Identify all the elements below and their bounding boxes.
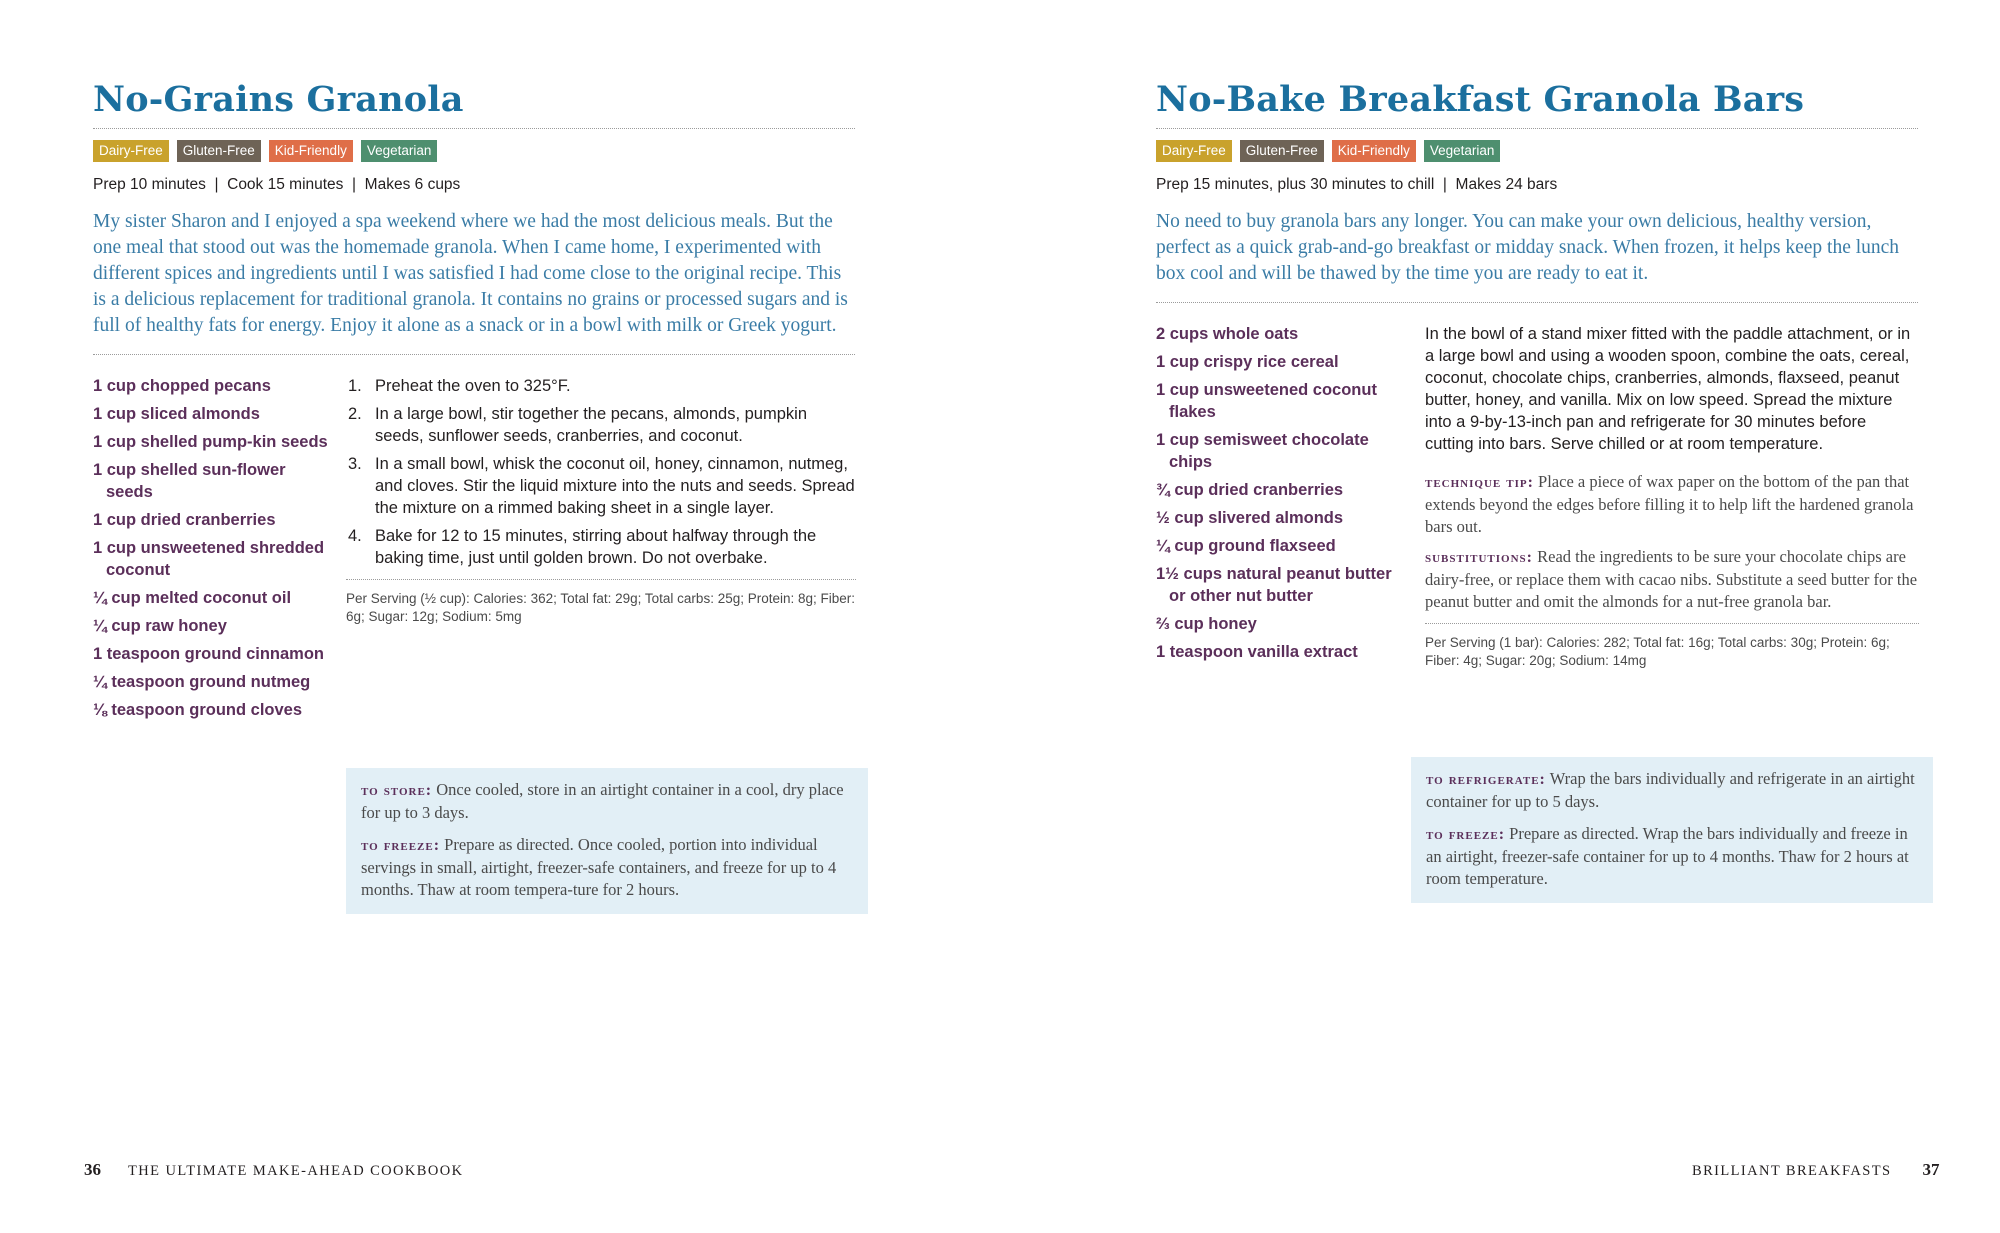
ingredient-list [93, 375, 333, 727]
ingredient-list [1156, 323, 1406, 669]
step-item [346, 403, 856, 447]
tag-vegetarian: Vegetarian [361, 140, 438, 162]
ingredient-item: ¼ cup melted coconut oil [93, 589, 292, 607]
substitutions-tip [1425, 546, 1919, 613]
recipe-title: No-Grains Granola [93, 79, 464, 120]
diet-tags [93, 140, 855, 162]
storage-freeze [1426, 823, 1918, 890]
right-page [1000, 0, 2000, 1233]
tag-gluten-free: Gluten-Free [1240, 140, 1324, 162]
storage-refrigerate [1426, 768, 1918, 813]
step-number: 2. [348, 405, 362, 423]
ingredient-item: 1 cup dried cranberries [93, 511, 276, 529]
step-item [346, 375, 856, 397]
storage-text: Prepare as directed. Once cooled, portion into individual servings in small, airtight, freezer-safe containers, and freeze for up to 4 months. Thaw at room tempera-ture for 2 hours. [361, 835, 837, 899]
title-divider [93, 128, 855, 129]
tag-kid-friendly: Kid-Friendly [1332, 140, 1416, 162]
book-title: THE ULTIMATE MAKE-AHEAD COOKBOOK [128, 1163, 464, 1179]
recipe-title: No-Bake Breakfast Granola Bars [1156, 79, 1805, 120]
recipe-granola-bars [1156, 76, 1918, 668]
recipe-intro: No need to buy granola bars any longer. You can make your own delicious, healthy version, perfect as a quick grab-and-go breakfast or midday snack. When frozen, it helps keep the lunch box cool and will be thawed by the time you are ready to eat it. [1156, 211, 1900, 284]
storage-label: to freeze: [361, 837, 441, 854]
step-number: 1. [348, 377, 362, 395]
ingredient-item: ⅔ cup honey [1156, 615, 1257, 633]
section-title: BRILLIANT BREAKFASTS [1692, 1163, 1892, 1179]
recipe-no-grains-granola [93, 76, 856, 719]
storage-label: to refrigerate: [1426, 771, 1546, 788]
ingredient-item: 1 cup crispy rice cereal [1156, 353, 1339, 371]
storage-box [1411, 757, 1933, 903]
storage-store [361, 779, 853, 824]
ingredient-item: 1 cup shelled sun-flower seeds [93, 461, 286, 501]
storage-label: to freeze: [1426, 826, 1506, 843]
footer-right [1692, 1160, 1940, 1180]
step-text: In a small bowl, whisk the coconut oil, honey, cinnamon, nutmeg, and cloves. Stir the liquid mixture into the nuts and seeds. Spread the mixture on a rimmed baking sheet in a single layer. [375, 455, 855, 517]
intro-divider [93, 354, 855, 355]
ingredient-item: 1 cup chopped pecans [93, 377, 271, 395]
ingredient-item: ¾ cup dried cranberries [1156, 481, 1344, 499]
recipe-meta: Prep 10 minutes | Cook 15 minutes | Makes 6 cups [93, 176, 461, 193]
page-number: 36 [84, 1160, 101, 1179]
directions-text: In the bowl of a stand mixer fitted with the paddle attachment, or in a large bowl and using a wooden spoon, combine the oats, cereal, coconut, chocolate chips, cranberries, almonds, flaxseed, peanut butter, honey, and vanilla. Mix on low speed. Spread the mixture into a 9-by-13-inch pan and refrigerate for 30 minutes before cutting into bars. Serve chilled or at room temperature. [1425, 325, 1911, 453]
title-divider [1156, 128, 1918, 129]
tip-label: substitutions: [1425, 549, 1533, 566]
tag-dairy-free: Dairy-Free [1156, 140, 1232, 162]
step-text: Preheat the oven to 325°F. [375, 377, 571, 395]
tag-dairy-free: Dairy-Free [93, 140, 169, 162]
page-number: 37 [1922, 1160, 1940, 1179]
tag-vegetarian: Vegetarian [1424, 140, 1501, 162]
ingredient-item: 1 teaspoon vanilla extract [1156, 643, 1358, 661]
storage-freeze [361, 834, 853, 901]
step-text: In a large bowl, stir together the pecans, almonds, pumpkin seeds, sunflower seeds, cranberries, and coconut. [375, 405, 807, 445]
footer-left [84, 1160, 463, 1180]
ingredient-item: 1 cup unsweetened coconut flakes [1156, 381, 1377, 421]
technique-tip [1425, 471, 1919, 538]
ingredient-item: 2 cups whole oats [1156, 325, 1299, 343]
tag-kid-friendly: Kid-Friendly [269, 140, 353, 162]
ingredient-item: 1 cup shelled pump-kin seeds [93, 433, 328, 451]
storage-text: Wrap the bars individually and refrigerate in an airtight container for up to 5 days. [1426, 769, 1915, 811]
ingredient-item: ¼ cup raw honey [93, 617, 227, 635]
diet-tags [1156, 140, 1918, 162]
step-item [346, 453, 856, 519]
step-list [346, 375, 856, 569]
ingredient-item: ⅛ teaspoon ground cloves [93, 701, 303, 719]
tip-text: Read the ingredients to be sure your chocolate chips are dairy-free, or replace them with cacao nibs. Substitute a seed butter for the peanut butter and omit the almonds for a nut-free granola bar. [1425, 547, 1918, 611]
storage-label: to store: [361, 782, 433, 799]
recipe-intro: My sister Sharon and I enjoyed a spa weekend where we had the most delicious meals. But the one meal that stood out was the homemade granola. When I came home, I experimented with different spices and ingredients until I was satisfied I had come close to the original recipe. This is a delicious replacement for traditional granola. It contains no grains or processed sugars and is full of healthy fats for energy. Enjoy it alone as a snack or in a bowl with milk or Greek yogurt. [93, 211, 848, 336]
ingredient-item: 1 cup semisweet chocolate chips [1156, 431, 1369, 471]
ingredient-item: ½ cup slivered almonds [1156, 509, 1344, 527]
storage-text: Prepare as directed. Wrap the bars individually and freeze in an airtight, freezer-safe container for up to 4 months. Thaw for 2 hours at room temperature. [1426, 824, 1909, 888]
storage-text: Once cooled, store in an airtight container in a cool, dry place for up to 3 days. [361, 780, 844, 822]
recipe-meta: Prep 15 minutes, plus 30 minutes to chill | Makes 24 bars [1156, 176, 1558, 193]
storage-box [346, 768, 868, 914]
ingredient-item: 1 cup unsweetened shredded coconut [93, 539, 325, 579]
step-number: 4. [348, 527, 362, 545]
nutrition-divider [346, 579, 856, 580]
nutrition-info: Per Serving (1 bar): Calories: 282; Total fat: 16g; Total carbs: 30g; Protein: 6g; Fiber: 4g; Sugar: 20g; Sodium: 14mg [1425, 635, 1890, 668]
directions [1425, 323, 1919, 670]
tag-gluten-free: Gluten-Free [177, 140, 261, 162]
step-number: 3. [348, 455, 362, 473]
nutrition-divider [1425, 623, 1919, 624]
tip-label: technique tip: [1425, 474, 1534, 491]
nutrition-info: Per Serving (½ cup): Calories: 362; Total fat: 29g; Total carbs: 25g; Protein: 8g; Fiber: 6g; Sugar: 12g; Sodium: 5mg [346, 591, 856, 624]
ingredient-item: 1½ cups natural peanut butter or other nut butter [1156, 565, 1392, 605]
directions [346, 375, 856, 626]
ingredient-item: ¼ cup ground flaxseed [1156, 537, 1336, 555]
ingredient-item: ¼ teaspoon ground nutmeg [93, 673, 311, 691]
intro-divider [1156, 302, 1918, 303]
tip-text: Place a piece of wax paper on the bottom of the pan that extends beyond the edges before filling it to help lift the hardened granola bars out. [1425, 472, 1914, 536]
ingredient-item: 1 teaspoon ground cinnamon [93, 645, 325, 663]
ingredient-item: 1 cup sliced almonds [93, 405, 260, 423]
step-item [346, 525, 856, 569]
step-text: Bake for 12 to 15 minutes, stirring about halfway through the baking time, just until golden brown. Do not overbake. [375, 527, 817, 567]
